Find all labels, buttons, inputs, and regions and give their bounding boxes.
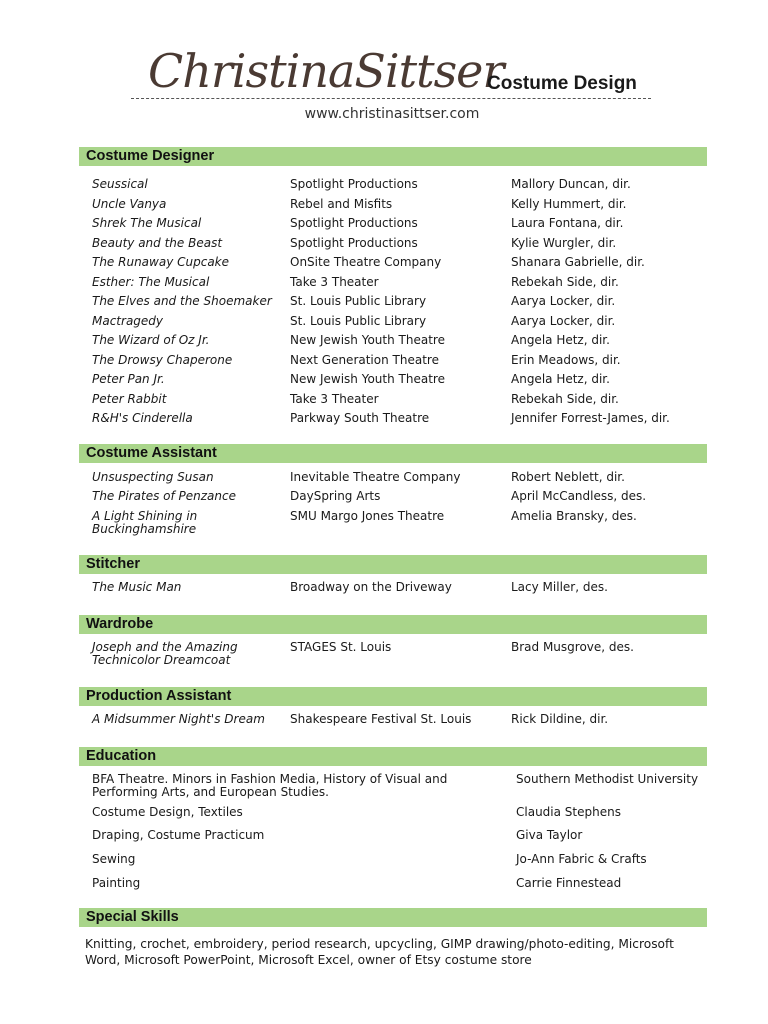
resume-header	[0, 0, 768, 130]
show-title: Esther: The Musical	[92, 274, 210, 289]
company: Rebel and Misfits	[290, 196, 393, 211]
credit: Rebekah Side, dir.	[511, 274, 619, 289]
credit: Aarya Locker, dir.	[511, 294, 616, 308]
education-institution: Southern Methodist University	[516, 772, 699, 786]
credit: Kelly Hummert, dir.	[511, 196, 627, 211]
show-title: Mactragedy	[92, 313, 164, 328]
credit: Shanara Gabrielle, dir.	[511, 255, 645, 269]
company: Spotlight Productions	[290, 216, 418, 230]
credit: Mallory Duncan, dir.	[511, 177, 631, 191]
credit: Amelia Bransky, des.	[511, 509, 637, 523]
section-heading-costume-assistant: Costume Assistant	[79, 444, 707, 463]
show-title: The Elves and the Shoemaker	[92, 294, 272, 308]
section-heading-production-assistant: Production Assistant	[79, 687, 707, 706]
special-skills-text: Knitting, crochet, embroidery, period research, upcycling, GIMP drawing/photo-editing, Microsoft Word, Microsoft PowerPoint, Microsoft Excel, owner of Etsy costume store	[85, 937, 674, 967]
company: Take 3 Theater	[290, 274, 379, 289]
education-subject: Costume Design, Textiles	[92, 805, 243, 819]
education-subject: Sewing	[92, 852, 136, 866]
company: St. Louis Public Library	[290, 313, 427, 328]
education-subject: BFA Theatre. Minors in Fashion Media, History of Visual and Performing Arts, and European Studies.	[92, 772, 448, 799]
company: SMU Margo Jones Theatre	[290, 509, 445, 523]
company: Spotlight Productions	[290, 177, 418, 191]
show-title: Uncle Vanya	[92, 196, 167, 211]
credit: Brad Musgrove, des.	[511, 640, 634, 654]
show-title: A Midsummer Night's Dream	[92, 712, 265, 726]
education-institution: Carrie Finnestead	[516, 876, 622, 890]
section-heading-stitcher: Stitcher	[79, 555, 707, 574]
company: STAGES St. Louis	[290, 640, 392, 654]
credit: Kylie Wurgler, dir.	[511, 235, 617, 250]
show-title: The Runaway Cupcake	[92, 255, 230, 269]
credit: Jennifer Forrest-James, dir.	[511, 411, 670, 425]
credit: Angela Hetz, dir.	[511, 333, 610, 347]
company: Next Generation Theatre	[290, 352, 439, 367]
company: Broadway on the Driveway	[290, 580, 452, 594]
company: St. Louis Public Library	[290, 294, 427, 308]
credit: Angela Hetz, dir.	[511, 372, 610, 386]
education-subject: Draping, Costume Practicum	[92, 828, 265, 842]
company: Take 3 Theater	[290, 391, 379, 406]
company: Inevitable Theatre Company	[290, 470, 461, 484]
credit: Rebekah Side, dir.	[511, 391, 619, 406]
show-title: A Light Shining in Buckinghamshire	[92, 509, 198, 536]
education-institution: Giva Taylor	[516, 828, 583, 842]
company: Shakespeare Festival St. Louis	[290, 712, 472, 726]
section-heading-wardrobe: Wardrobe	[79, 615, 707, 634]
credit: Erin Meadows, dir.	[511, 352, 621, 367]
show-title: Joseph and the Amazing Technicolor Dreamcoat	[92, 640, 238, 667]
company: Parkway South Theatre	[290, 411, 430, 425]
header-divider	[131, 98, 651, 99]
show-title: The Pirates of Penzance	[92, 489, 236, 503]
show-title: The Drowsy Chaperone	[92, 352, 233, 367]
education-institution: Jo-Ann Fabric & Crafts	[516, 852, 647, 866]
credit: Laura Fontana, dir.	[511, 216, 624, 230]
show-title: Seussical	[92, 177, 148, 191]
header-tagline: Costume Design	[487, 73, 637, 94]
show-title: The Music Man	[92, 580, 182, 594]
credit: Aarya Locker, dir.	[511, 313, 616, 328]
show-title: Peter Pan Jr.	[92, 372, 165, 386]
credit: Robert Neblett, dir.	[511, 470, 625, 484]
show-title: Unsuspecting Susan	[92, 470, 214, 484]
company: New Jewish Youth Theatre	[290, 372, 445, 386]
section-heading-costume-designer: Costume Designer	[79, 147, 707, 166]
credit: April McCandless, des.	[511, 489, 647, 503]
section-heading-special-skills: Special Skills	[79, 908, 707, 927]
company: Spotlight Productions	[290, 235, 418, 250]
credit: Lacy Miller, des.	[511, 580, 608, 594]
education-institution: Claudia Stephens	[516, 805, 621, 819]
name-logo: ChristinaSittser	[148, 44, 504, 98]
company: DaySpring Arts	[290, 489, 381, 503]
credit: Rick Dildine, dir.	[511, 712, 609, 726]
website-link[interactable]: www.christinasittser.com	[304, 106, 480, 122]
education-subject: Painting	[92, 876, 141, 890]
show-title: The Wizard of Oz Jr.	[92, 333, 210, 347]
company: New Jewish Youth Theatre	[290, 333, 445, 347]
show-title: Peter Rabbit	[92, 391, 167, 406]
section-heading-education: Education	[79, 747, 707, 766]
show-title: R&H's Cinderella	[92, 411, 193, 425]
show-title: Shrek The Musical	[92, 216, 202, 230]
company: OnSite Theatre Company	[290, 255, 442, 269]
show-title: Beauty and the Beast	[92, 235, 223, 250]
